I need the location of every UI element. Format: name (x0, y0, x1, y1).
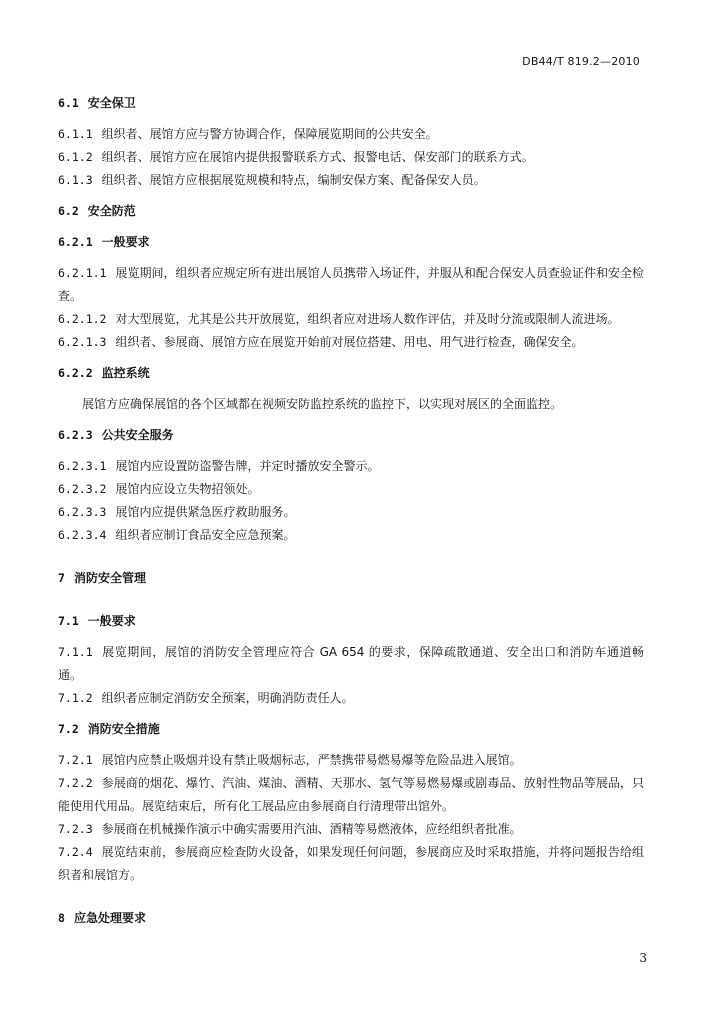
clause-number: 6.2.3.1 (58, 459, 107, 473)
clause-number: 6.2.3.3 (58, 505, 107, 519)
clause-number: 7 (58, 571, 65, 585)
section-heading (58, 424, 644, 447)
clause-text: 展览结束前，参展商应检查防火设备，如果发现任何问题，参展商应及时采取措施，并将问题报告给组织者和展馆方。 (58, 845, 644, 882)
clause-text: 一般要求 (101, 235, 150, 249)
clause-text: 公共安全服务 (101, 428, 174, 442)
clause-text: 展馆内应提供紧急医疗救助服务。 (115, 505, 296, 519)
clause-paragraph (58, 393, 644, 416)
clause-number: 7.2 (58, 722, 79, 736)
section-heading (58, 231, 644, 254)
clause-text: 展馆方应确保展馆的各个区域都在视频安防监控系统的监控下，以实现对展区的全面监控。 (82, 397, 563, 411)
clause-number: 6.2 (58, 204, 79, 218)
clause-paragraph (58, 641, 644, 687)
clause-paragraph (58, 262, 644, 308)
clause-number: 7.1 (58, 614, 79, 628)
clause-number: 6.2.1 (58, 235, 93, 249)
clause-text: 组织者、展馆方应根据展览规模和特点，编制安保方案、配备保安人员。 (101, 173, 486, 187)
section-heading (58, 200, 644, 223)
clause-text: 组织者、展馆方应与警方协调合作，保障展览期间的公共安全。 (101, 127, 438, 141)
clause-number: 6.2.1.1 (58, 266, 107, 280)
clause-number: 6.2.1.3 (58, 335, 107, 349)
clause-text: 消防安全管理 (73, 571, 146, 585)
clause-text: 展览期间，组织者应规定所有进出展馆人员携带入场证件，并服从和配合保安人员查验证件和安全检查。 (58, 266, 644, 303)
section-heading (58, 362, 644, 385)
clause-text: 展馆内应设立失物招领处。 (115, 482, 260, 496)
clause-paragraph (58, 169, 644, 192)
clause-number: 7.2.2 (58, 776, 93, 790)
clause-number: 7.2.3 (58, 822, 93, 836)
clause-number: 6.2.3.4 (58, 528, 107, 542)
clause-text: 参展商的烟花、爆竹、汽油、煤油、酒精、天那水、氢气等易燃易爆或剧毒品、放射性物品等展品，只能使用代用品。展览结束后，所有化工展品应由参展商自行清理带出馆外。 (58, 776, 644, 813)
clause-number: 7.1.1 (58, 645, 93, 659)
clause-number: 6.2.1.2 (58, 312, 107, 326)
clause-text: 消防安全措施 (87, 722, 160, 736)
clause-number: 7.2.4 (58, 845, 93, 859)
clause-paragraph (58, 772, 644, 818)
clause-text: 监控系统 (101, 366, 150, 380)
clause-number: 6.1.2 (58, 150, 93, 164)
section-heading (58, 718, 644, 741)
clause-number: 7.1.2 (58, 691, 93, 705)
clause-paragraph (58, 146, 644, 169)
clause-paragraph (58, 123, 644, 146)
section-heading (58, 92, 644, 115)
clause-number: 6.1.3 (58, 173, 93, 187)
clause-text: 组织者应制订食品安全应急预案。 (115, 528, 296, 542)
clause-paragraph (58, 524, 644, 547)
clause-text: 组织者、展馆方应在展馆内提供报警联系方式、报警电话、保安部门的联系方式。 (101, 150, 534, 164)
clause-paragraph (58, 308, 644, 331)
section-heading (58, 567, 644, 590)
clause-paragraph (58, 331, 644, 354)
clause-text: 组织者应制定消防安全预案，明确消防责任人。 (101, 691, 354, 705)
clause-text: 展馆内应设置防盗警告牌，并定时播放安全警示。 (115, 459, 380, 473)
clause-text: 一般要求 (87, 614, 136, 628)
clause-text: 展馆内应禁止吸烟并设有禁止吸烟标志，严禁携带易燃易爆等危险品进入展馆。 (101, 753, 522, 767)
clause-number: 7.2.1 (58, 753, 93, 767)
clause-text: 安全防范 (87, 204, 136, 218)
document-code-header: DB44/T 819.2—2010 (522, 55, 640, 68)
clause-text: 应急处理要求 (73, 911, 146, 925)
clause-paragraph (58, 501, 644, 524)
clause-paragraph (58, 687, 644, 710)
clause-paragraph (58, 841, 644, 887)
page-number: 3 (639, 951, 647, 965)
clause-number: 8 (58, 911, 65, 925)
clause-text: 展览期间，展馆的消防安全管理应符合 GA 654 的要求，保障疏散通道、安全出口和消防车通道畅通。 (58, 645, 644, 682)
clause-paragraph (58, 818, 644, 841)
clause-text: 组织者、参展商、展馆方应在展览开始前对展位搭建、用电、用气进行检查，确保安全。 (115, 335, 584, 349)
section-heading (58, 907, 644, 930)
clause-number: 6.2.3 (58, 428, 93, 442)
clause-paragraph (58, 749, 644, 772)
clause-number: 6.1.1 (58, 127, 93, 141)
document-body (58, 92, 644, 938)
clause-paragraph (58, 455, 644, 478)
clause-number: 6.2.2 (58, 366, 93, 380)
clause-text: 参展商在机械操作演示中确实需要用汽油、酒精等易燃液体，应经组织者批准。 (101, 822, 522, 836)
section-heading (58, 610, 644, 633)
clause-number: 6.1 (58, 96, 79, 110)
clause-number: 6.2.3.2 (58, 482, 107, 496)
clause-paragraph (58, 478, 644, 501)
clause-text: 对大型展览，尤其是公共开放展览，组织者应对进场人数作评估，并及时分流或限制人流进场。 (115, 312, 620, 326)
clause-text: 安全保卫 (87, 96, 136, 110)
